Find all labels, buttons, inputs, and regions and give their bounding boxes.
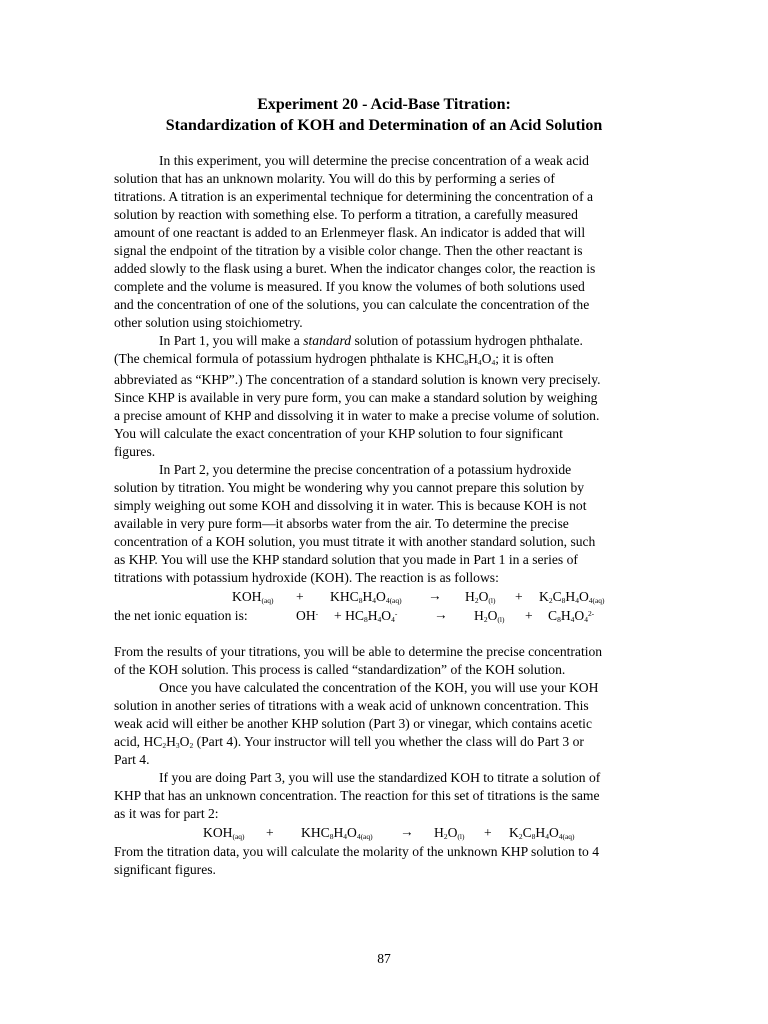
paragraph-line: added slowly to the flask using a buret. When the indicator changes color, the reaction is (114, 261, 596, 276)
paragraph-line: Part 4. (114, 752, 150, 767)
paragraph-line: Since KHP is available in very pure form, you can make a standard solution by weighing (114, 390, 598, 405)
paragraph-line: a precise amount of KHP and dissolving it in water to make a precise volume of solution. (114, 408, 600, 423)
paragraph-line: KHP that has an unknown concentration. The reaction for this set of titrations is the same (114, 788, 600, 803)
paragraph-line: titrations. A titration is an experimental technique for determining the concentration of a (114, 189, 594, 204)
paragraph-line: (The chemical formula of potassium hydrogen phthalate is $KHC_8H_4O_4$; it is often (114, 351, 554, 367)
paragraph-line: acid, $HC_2H_3O_2$ (Part 4). Your instructor will tell you whether the class will do Part 3 or (114, 734, 584, 750)
paragraph-line: other solution using stoichiometry. (114, 315, 303, 330)
paragraph-line: In Part 1, you will make a standard solution of potassium hydrogen phthalate. (159, 333, 583, 348)
document-page: Experiment 20 - Acid-Base Titration: Standardization of KOH and Determination of an Acid Solution In this experiment, you will determine the precise concentration of a weak acid solution that has an unknown molarity. You will do this by performing a series of titrations. A titration is an experimental technique for determining the concentration of a solution by reaction with something else. To perform a titration, a carefully measured amount of one reactant is added to an Erlenmeyer flask. An indicator is added that will signal the endpoint of the titration by a visible color change. Then the other reactant is added slowly to the flask using a buret. When the indicator changes color, the reaction is complete and the volume is measured. If you know the volumes of both solutions used and the concentration of one of the solutions, you can calculate the concentration of the other solution using stoichiometry. In Part 1, you will make a standard solution of potassium hydrogen phthalate. (The chemical formula of potassium hydrogen phthalate is $KHC_8H_4O_4$; it is often abbreviated as “KHP”.) The concentration of a standard solution is known very precisely. Since KHP is available in very pure form, you can make a standard solution by weighing a precise amount of KHP and dissolving it in water to make a precise volume of solution. You will calculate the exact concentration of your KHP solution to four significant figures. In Part 2, you determine the precise concentration of a potassium hydroxide solution by titration. You might be wondering why you cannot prepare this solution by simply weighing out some KOH and dissolving it in water. This is because KOH is not available in very pure form—it absorbs water from the air. To determine the precise concentration of a KOH solution, you must titrate it with another standard solution, such as KHP. You will use the KHP standard solution that you made in Part 1 in a series of titrations with potassium hydroxide (KOH). The reaction is as follows: $KOH_{(aq)}$ + $KHC_8H_4O_{4(aq)}$ → $H_2O_{(l)}$ + $K_2C_8H_4O_{4(aq)}$ the net ionic equation is: OH- + $HC_8H_4O_4^-$ → $H_2O_{(l)}$ + $C_8H_4O_4^{2-}$ From the results of your titrations, you will be able to determine the precise concentration of the KOH solution. This process is called “standardization” of the KOH solution. Once you have calculated the concentration of the KOH, you will use your KOH solution in another series of titrations with a weak acid of unknown concentration. This weak acid will either be another KHP solution (Part 3) or vinegar, which contains acetic acid, $HC_2H_3O_2$ (Part 4). Your instructor will tell you whether the class will do Part 3 or Part 4. If you are doing Part 3, you will use the standardized KOH to titrate a solution of KHP that has an unknown concentration. The reaction for this set of titrations is the same as it was for part 2: $KOH_{(aq)}$ + $KHC_8H_4O_{4(aq)}$ → $H_2O_{(l)}$ + $K_2C_8H_4O_{4(aq)}$ From the titration data, you will calculate the molarity of the unknown KHP solution to 4 significant figures. 87 (0, 0, 768, 1024)
paragraph-line: of the KOH solution. This process is called “standardization” of the KOH solution. (114, 662, 566, 677)
paragraph-line: amount of one reactant is added to an Erlenmeyer flask. An indicator is added that will (114, 225, 586, 240)
paragraph-line: In this experiment, you will determine the precise concentration of a weak acid (159, 153, 589, 168)
paragraph-line: concentration of a KOH solution, you must titrate it with another standard solution, such (114, 534, 596, 549)
paragraph-line: and the concentration of one of the solutions, you can calculate the concentration of the (114, 297, 590, 312)
paragraph-line: solution by reaction with something else. To perform a titration, a carefully measured (114, 207, 578, 222)
paragraph-line: Once you have calculated the concentration of the KOH, you will use your KOH (159, 680, 599, 695)
paragraph-line: If you are doing Part 3, you will use the standardized KOH to titrate a solution of (159, 770, 601, 785)
paragraph-line: titrations with potassium hydroxide (KOH). The reaction is as follows: (114, 570, 499, 585)
paragraph-line: as KHP. You will use the KHP standard solution that you made in Part 1 in a series of (114, 552, 578, 567)
paragraph-line: significant figures. (114, 862, 216, 877)
paragraph-line: as it was for part 2: (114, 806, 219, 821)
paragraph-line: complete and the volume is measured. If you know the volumes of both solutions used (114, 279, 585, 294)
paragraph-line: available in very pure form—it absorbs water from the air. To determine the precise (114, 516, 569, 531)
paragraph-line: You will calculate the exact concentration of your KHP solution to four significant (114, 426, 563, 441)
paragraph-line: From the results of your titrations, you will be able to determine the precise concentration (114, 644, 603, 659)
paragraph-line: figures. (114, 444, 156, 459)
paragraph-line: simply weighing out some KOH and dissolving it in water. This is because KOH is not (114, 498, 587, 513)
page-number: 87 (377, 951, 391, 966)
paragraph-line: abbreviated as “KHP”.) The concentration of a standard solution is known very precisely. (114, 372, 601, 387)
paragraph-line: solution in another series of titrations with a weak acid of unknown concentration. This (114, 698, 589, 713)
paragraph-line: In Part 2, you determine the precise concentration of a potassium hydroxide (159, 462, 572, 477)
paragraph-line: solution by titration. You might be wondering why you cannot prepare this solution by (114, 480, 585, 495)
document-subtitle: Standardization of KOH and Determination of an Acid Solution (165, 117, 603, 134)
paragraph-line: solution that has an unknown molarity. You will do this by performing a series of (114, 171, 555, 186)
paragraph-line: signal the endpoint of the titration by a visible color change. Then the other reactant is (114, 243, 583, 258)
paragraph-line: weak acid will either be another KHP solution (Part 3) or vinegar, which contains acetic (114, 716, 592, 731)
reaction-arrow: → (428, 588, 442, 603)
reaction-arrow: → (434, 607, 448, 622)
paragraph-line: From the titration data, you will calculate the molarity of the unknown KHP solution to 4 (114, 844, 600, 859)
emphasis-text: standard (303, 333, 352, 348)
document-title: Experiment 20 - Acid-Base Titration: (257, 96, 511, 113)
reaction-arrow: → (400, 824, 414, 839)
